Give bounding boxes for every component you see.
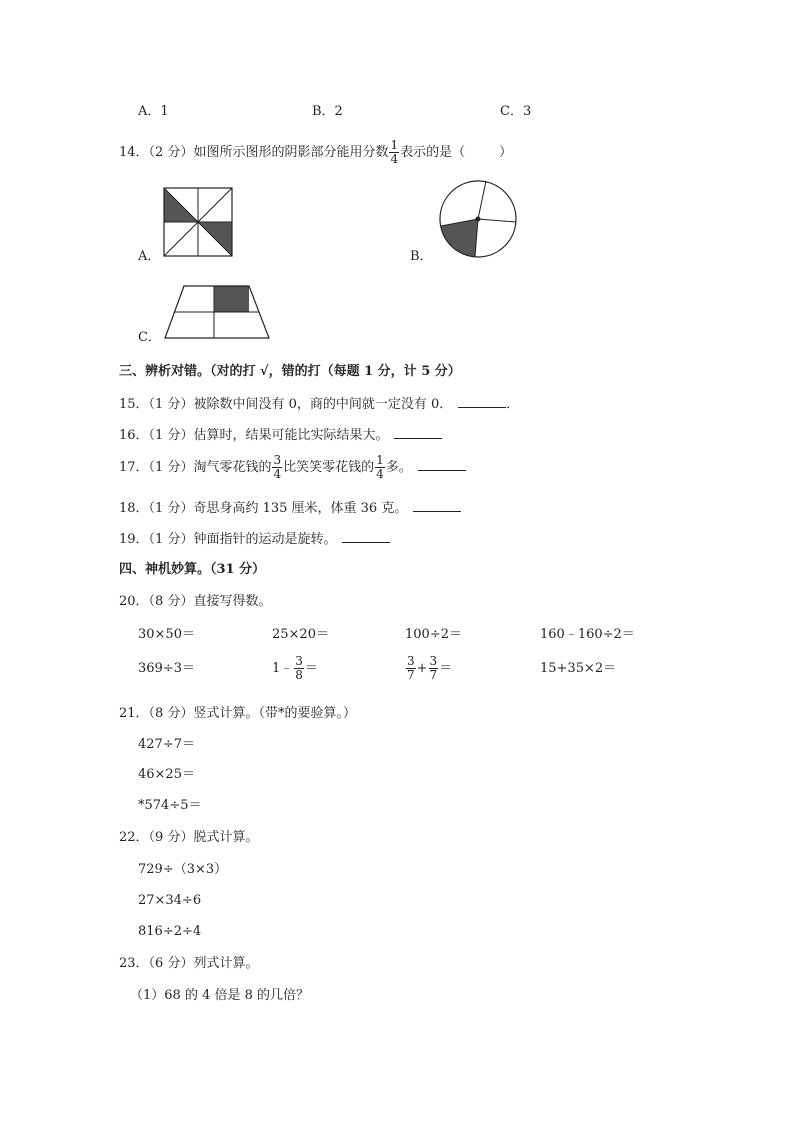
q21-item: 46×25＝ (138, 767, 195, 782)
q17-f2-den: 4 (376, 467, 384, 481)
figure-c-trapezoid (164, 285, 270, 339)
q14-suffix: 表示的是（ (400, 145, 466, 160)
q23-title: 23．（6 分）列式计算。 (119, 956, 259, 971)
q13-option-a: A．1 (138, 104, 169, 119)
q17 (119, 453, 466, 483)
q18-answer-blank[interactable] (413, 499, 461, 512)
q17-prefix: 17．（1 分）淘气零花钱的 (119, 460, 272, 475)
q22-title: 22．（9 分）脱式计算。 (119, 830, 259, 845)
q20-item: 160﹣160÷2＝ (540, 627, 635, 642)
figure-c-shade (214, 286, 249, 312)
q14-close: ） (499, 145, 513, 160)
q20-item: 369÷3＝ (138, 661, 195, 676)
q20-r2b-suffix: ＝ (304, 661, 318, 676)
q20-r2c-op: + (416, 661, 428, 676)
q18 (119, 499, 461, 518)
q23-sub1: （1）68 的 4 倍是 8 的几倍？ (130, 988, 310, 1003)
q20-r2c-num2: 3 (429, 654, 438, 668)
q21-title: 21．（8 分）竖式计算。（带*的要验算。） (119, 706, 356, 721)
q18-text: 18．（1 分）奇思身高约 135 厘米，体重 36 克。 (119, 501, 408, 516)
q20-r2b-num: 3 (295, 654, 303, 668)
section4-heading: 四、神机妙算。（31 分） (119, 562, 266, 577)
q17-fraction-1 (272, 454, 282, 481)
q19-answer-blank[interactable] (342, 530, 390, 543)
q17-mid: 比笑笑零花钱的 (283, 460, 375, 475)
q19 (119, 530, 390, 549)
q15-text: 15．（1 分）被除数中间没有 0，商的中间就一定没有 0． (119, 397, 453, 412)
q14-label-a: A． (138, 249, 161, 264)
q20-r2c-den2: 7 (429, 668, 438, 682)
q17-suffix: 多。 (385, 460, 412, 475)
q15-end: ． (506, 397, 520, 412)
q21-item: *574÷5＝ (138, 798, 202, 813)
q22-item: 729÷（3×3） (138, 862, 228, 877)
q13-option-b: B．2 (312, 104, 343, 119)
q17-f1-den: 4 (273, 467, 282, 481)
q16 (119, 426, 442, 445)
q20-r2b-prefix: 1﹣ (272, 661, 294, 676)
q20-item: 30×50＝ (138, 627, 195, 642)
q14-prefix: 14．（2 分）如图所示图形的阴影部分能用分数 (119, 145, 389, 160)
q17-fraction-2 (375, 454, 385, 481)
section3-heading: 三、辨析对错。（对的打 √，错的打（每题 1 分，计 5 分） (119, 364, 461, 379)
figure-b-circle (439, 180, 517, 258)
q21-item: 427÷7＝ (138, 737, 195, 752)
q20-r2b-fraction (294, 655, 304, 682)
q16-text: 16．（1 分）估算时，结果可能比实际结果大。 (119, 428, 389, 443)
q20-r2b-den: 8 (295, 668, 303, 682)
q20-r2c-den1: 7 (407, 668, 415, 682)
q20-r2c-num1: 3 (407, 654, 415, 668)
q20-item: 25×20＝ (272, 627, 329, 642)
q17-f2-num: 1 (376, 453, 384, 467)
q14-question (119, 138, 512, 168)
q14-label-c: C． (138, 330, 161, 345)
q15-answer-blank[interactable] (458, 395, 506, 408)
q20-item-fraction-sub (272, 654, 318, 684)
q17-answer-blank[interactable] (418, 458, 466, 471)
q17-f1-num: 3 (273, 453, 282, 467)
q22-item: 27×34÷6 (138, 893, 202, 908)
q15 (119, 395, 519, 414)
figure-a-square (164, 188, 232, 256)
q20-item-fraction-add (405, 654, 452, 684)
q20-r2c-fraction-1 (406, 655, 416, 682)
q20-title: 20．（8 分）直接写得数。 (119, 594, 272, 609)
q14-label-b: B． (410, 249, 433, 264)
q20-item: 100÷2＝ (405, 627, 462, 642)
q14-fraction (389, 139, 399, 166)
q22-item: 816÷2÷4 (138, 924, 202, 939)
q16-answer-blank[interactable] (394, 426, 442, 439)
q19-text: 19．（1 分）钟面指针的运动是旋转。 (119, 532, 337, 547)
q20-item: 15+35×2＝ (540, 661, 617, 676)
q13-option-c: C．3 (500, 104, 532, 119)
q14-frac-den: 4 (390, 152, 399, 166)
q14-frac-num: 1 (390, 138, 399, 152)
q20-r2c-fraction-2 (429, 655, 439, 682)
q20-r2c-suffix: ＝ (439, 661, 453, 676)
